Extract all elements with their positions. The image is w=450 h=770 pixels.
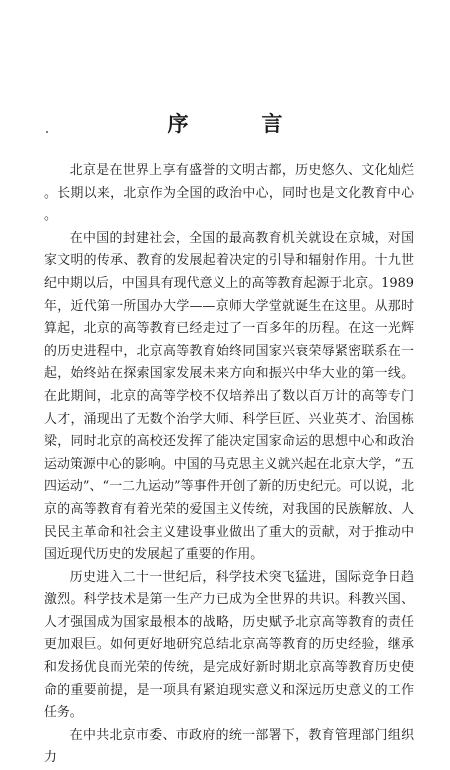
paragraph-2: 在中国的封建社会，全国的最高教育机关就设在京城，对国家文明的传承、教育的发展起着决定的引导和辐射作用。十九世纪中期以后，中国具有现代意义上的高等教育起源于北京。1989年，近代第一所国办大学——京师大学堂就诞生在这里。从那时算起，北京的高等教育已经走过了一百多年的历程。在这一光辉的历史进程中，北京高等教育始终同国家兴衰荣辱紧密联系在一起，始终站在探索国家发展未来方向和振兴中华大业的第一线。在此期间，北京的高等学校不仅培养出了数以百万计的高等专门人才，涌现出了无数个治学大师、科学巨匠、兴业英才、治国栋梁，同时北京的高校还发挥了能决定国家命运的思想中心和政治运动策源中心的影响。中国的马克思主义就兴起在北京大学，“五四运动”、“一二九运动”等事件开创了新的历史纪元。可以说，北京的高等教育有着光荣的爱国主义传统，对我国的民族解放、人民民主革命和社会主义建设事业做出了重大的贡献，对于推动中国近现代历史的发展起了重要的作用。 xyxy=(44,230,414,563)
paragraph-1: 北京是在世界上享有盛誉的文明古都，历史悠久、文化灿烂。长期以来，北京作为全国的政治中心，同时也是文化教育中心。 xyxy=(44,163,414,224)
preface-body xyxy=(44,160,414,770)
print-speck xyxy=(46,131,48,133)
paragraph-3: 历史进入二十一世纪后，科学技术突飞猛进，国际竞争日趋激烈。科学技术是第一生产力已成为全世界的共识。科教兴国、人才强国成为国家最根本的战略，历史赋予北京高等教育的责任更加艰巨。如何更好地研究总结北京高等教育的历史经验，继承和发扬优良而光荣的传统，是完成好新时期北京高等教育历史使命的重要前提，是一项具有紧迫现实意义和深远历史意义的工作任务。 xyxy=(44,569,414,721)
paragraph-4: 在中共北京市委、市政府的统一部署下，教育管理部门组织力 xyxy=(44,727,414,766)
page-title: 序 言 xyxy=(167,111,309,136)
